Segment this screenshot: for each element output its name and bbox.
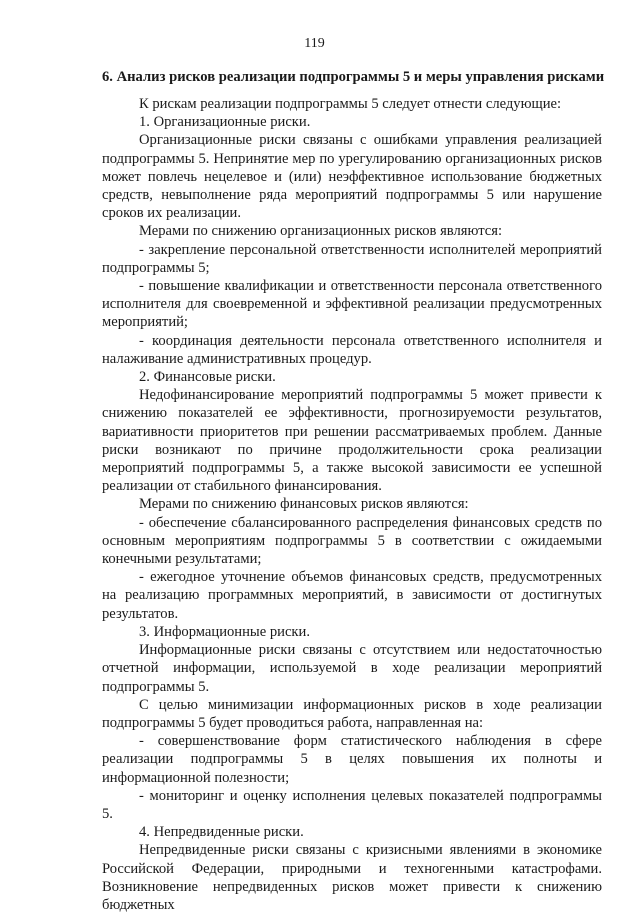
paragraph-subheading: 2. Финансовые риски. [139,369,276,386]
list-item: - совершенствование форм статистического наблюдения в сфере реализации подпрограммы 5 в целях повышения их полноты и информационной полезности; [102,733,602,786]
paragraph: Мерами по снижению организационных рисков являются: [139,223,503,240]
list-item: - мониторинг и оценку исполнения целевых показателей подпрограммы 5. [102,787,602,822]
list-item: - ежегодное уточнение объемов финансовых средств, предусмотренных на реализацию программных мероприятий, в зависимости от достигнутых результатов. [102,569,602,622]
list-item: - закрепление персональной ответственности исполнителей мероприятий подпрограммы 5; [102,241,602,276]
paragraph: Информационные риски связаны с отсутствием или недостаточностью отчетной информации, используемой в ходе реализации мероприятий подпрограммы 5. [102,642,602,695]
section-heading: 6. Анализ рисков реализации подпрограммы 5 и меры управления рисками [102,69,605,85]
list-item: - обеспечение сбалансированного распределения финансовых средств по основным мероприятиям подпрограммы 5 в соответствии с ожидаемыми конечными результатами; [102,514,602,568]
document-body [102,95,602,914]
paragraph-subheading: 3. Информационные риски. [139,623,310,640]
paragraph-subheading: 4. Непредвиденные риски. [139,824,304,841]
page-number: 119 [304,36,325,51]
paragraph-subheading: 1. Организационные риски. [139,114,311,131]
paragraph: Непредвиденные риски связаны с кризисными явлениями в экономике Российской Федерации, природными и техногенными катастрофами. Возникновение непредвиденных рисков может привести к снижению бюджетных [102,842,602,913]
paragraph: Недофинансирование мероприятий подпрограммы 5 может привести к снижению показателей ее эффективности, прогнозируемости результатов, вариативности приоритетов при решении рассматриваемых проблем. Данные риски возникают по причине продолжительности срока реализации мероприятий подпрограммы 5, а также высокой зависимости ее успешной реализации от стабильного финансирования. [102,387,602,495]
paragraph: Мерами по снижению финансовых рисков являются: [139,496,469,513]
list-item: - повышение квалификации и ответственности персонала ответственного исполнителя для своевременной и эффективной реализации предусмотренных мероприятий; [102,278,602,331]
paragraph: С целью минимизации информационных рисков в ходе реализации подпрограммы 5 будет проводиться работа, направленная на: [102,696,602,731]
paragraph: Организационные риски связаны с ошибками управления реализацией подпрограммы 5. Непринятие мер по урегулированию организационных рисков может повлечь нецелевое и (или) неэффективное использование бюджетных средств, невыполнение ряда мероприятий подпрограммы 5 или нарушение сроков их реализации. [102,132,602,222]
paragraph-intro: К рискам реализации подпрограммы 5 следует отнести следующие: [139,96,562,112]
list-item: - координация деятельности персонала ответственного исполнителя и налаживание административных процедур. [102,332,602,367]
